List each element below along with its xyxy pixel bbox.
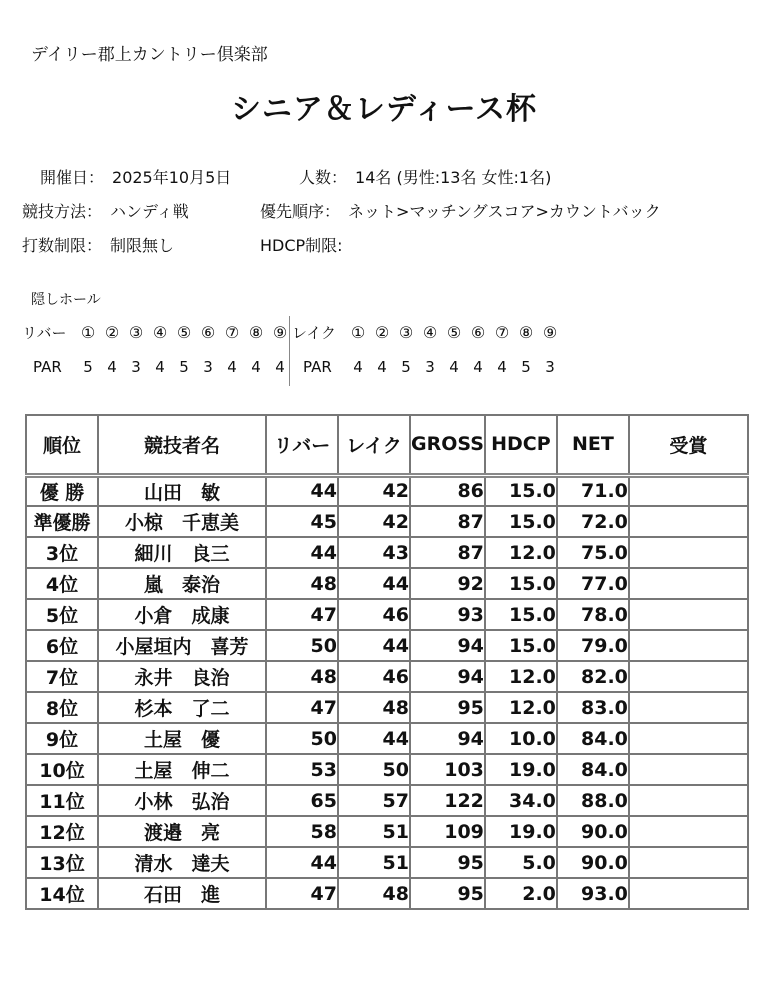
par-value: 4 (473, 358, 483, 376)
hdcp-cell: 19.0 (485, 754, 557, 785)
info-limit (22, 233, 174, 256)
hole-mark: ⑥ (470, 323, 486, 342)
hole-mark: ⑧ (518, 323, 534, 342)
table-row (26, 630, 748, 661)
award-cell (629, 630, 748, 661)
net-cell: 93.0 (557, 878, 629, 909)
lake-score-cell: 51 (338, 816, 410, 847)
award-cell (629, 506, 748, 537)
river-score-cell: 47 (266, 599, 338, 630)
gross-cell: 87 (410, 537, 485, 568)
gross-cell: 109 (410, 816, 485, 847)
river-par-values (76, 358, 292, 376)
hole-mark: ② (104, 323, 120, 342)
hdcp-cell: 15.0 (485, 506, 557, 537)
hole-mark: ① (80, 323, 96, 342)
hdcp-limit-label: HDCP制限: (260, 236, 343, 255)
table-row (26, 506, 748, 537)
hdcp-cell: 19.0 (485, 816, 557, 847)
table-row (26, 785, 748, 816)
par-value: 3 (131, 358, 141, 376)
river-score-cell: 50 (266, 723, 338, 754)
award-cell (629, 568, 748, 599)
par-value: 5 (179, 358, 189, 376)
river-score-cell: 45 (266, 506, 338, 537)
lake-par (292, 358, 562, 376)
lake-score-cell: 51 (338, 847, 410, 878)
par-value: 4 (353, 358, 363, 376)
hole-mark: ⑥ (200, 323, 216, 342)
lake-score-cell: 48 (338, 692, 410, 723)
net-cell: 79.0 (557, 630, 629, 661)
par-value: 3 (545, 358, 555, 376)
lake-par-values (346, 358, 562, 376)
gross-cell: 103 (410, 754, 485, 785)
hdcp-cell: 15.0 (485, 568, 557, 599)
par-value: 4 (497, 358, 507, 376)
header-river: リバー (266, 415, 338, 475)
lake-score-cell: 46 (338, 599, 410, 630)
hole-mark: ⑤ (446, 323, 462, 342)
hdcp-cell: 5.0 (485, 847, 557, 878)
par-value: 4 (251, 358, 261, 376)
table-row (26, 661, 748, 692)
hole-mark: ⑦ (224, 323, 240, 342)
limit-label: 打数制限： (22, 236, 103, 255)
info-priority (260, 199, 661, 222)
hdcp-cell: 15.0 (485, 630, 557, 661)
award-cell (629, 692, 748, 723)
par-value: 3 (425, 358, 435, 376)
hole-mark: ⑧ (248, 323, 264, 342)
priority-label: 優先順序： (260, 202, 341, 221)
par-value: 5 (401, 358, 411, 376)
player-name-cell: 小林 弘治 (98, 785, 266, 816)
award-cell (629, 599, 748, 630)
hdcp-cell: 12.0 (485, 692, 557, 723)
header-hdcp: HDCP (485, 415, 557, 475)
award-cell (629, 723, 748, 754)
par-value: 3 (203, 358, 213, 376)
hdcp-cell: 12.0 (485, 661, 557, 692)
player-name-cell: 石田 進 (98, 878, 266, 909)
par-row (22, 358, 562, 376)
header-award: 受賞 (629, 415, 748, 475)
header-net: NET (557, 415, 629, 475)
river-score-cell: 50 (266, 630, 338, 661)
par-value: 4 (377, 358, 387, 376)
header-rank: 順位 (26, 415, 98, 475)
date-label: 開催日： (40, 168, 105, 187)
player-name-cell: 永井 良治 (98, 661, 266, 692)
gross-cell: 94 (410, 723, 485, 754)
hole-mark: ③ (128, 323, 144, 342)
hole-mark: ④ (152, 323, 168, 342)
rank-cell: 6位 (26, 630, 98, 661)
table-row (26, 568, 748, 599)
par-value: 4 (155, 358, 165, 376)
table-row (26, 878, 748, 909)
lake-score-cell: 48 (338, 878, 410, 909)
player-name-cell: 清水 達夫 (98, 847, 266, 878)
award-cell (629, 785, 748, 816)
river-score-cell: 65 (266, 785, 338, 816)
count-label: 人数： (299, 168, 348, 187)
par-value: 5 (521, 358, 531, 376)
rank-cell: 10位 (26, 754, 98, 785)
rank-cell: 14位 (26, 878, 98, 909)
hdcp-cell: 2.0 (485, 878, 557, 909)
net-cell: 88.0 (557, 785, 629, 816)
lake-score-cell: 42 (338, 506, 410, 537)
hdcp-cell: 15.0 (485, 599, 557, 630)
hole-mark: ① (350, 323, 366, 342)
club-name: デイリー郡上カントリー倶楽部 (31, 45, 268, 65)
award-cell (629, 878, 748, 909)
hole-mark: ② (374, 323, 390, 342)
hidden-hole-marks (22, 322, 562, 343)
net-cell: 71.0 (557, 475, 629, 506)
player-name-cell: 細川 良三 (98, 537, 266, 568)
par-value: 5 (83, 358, 93, 376)
net-cell: 72.0 (557, 506, 629, 537)
info-count (299, 165, 551, 188)
net-cell: 84.0 (557, 754, 629, 785)
par-value: 4 (107, 358, 117, 376)
river-score-cell: 44 (266, 537, 338, 568)
info-hdcp (260, 233, 351, 256)
count-value: 14名 (男性:13名 女性:1名) (355, 168, 552, 187)
date-value: 2025年10月5日 (112, 168, 232, 187)
net-cell: 78.0 (557, 599, 629, 630)
rank-cell: 12位 (26, 816, 98, 847)
net-cell: 84.0 (557, 723, 629, 754)
net-cell: 90.0 (557, 847, 629, 878)
river-par-prefix: PAR (33, 358, 62, 376)
hdcp-cell: 12.0 (485, 537, 557, 568)
player-name-cell: 渡邉 亮 (98, 816, 266, 847)
river-score-cell: 47 (266, 878, 338, 909)
river-score-cell: 58 (266, 816, 338, 847)
rank-cell: 13位 (26, 847, 98, 878)
net-cell: 77.0 (557, 568, 629, 599)
method-value: ハンディ戦 (110, 202, 189, 221)
gross-cell: 93 (410, 599, 485, 630)
gross-cell: 94 (410, 630, 485, 661)
lake-holes (292, 322, 562, 343)
rank-cell: 5位 (26, 599, 98, 630)
gross-cell: 86 (410, 475, 485, 506)
rank-cell: 11位 (26, 785, 98, 816)
player-name-cell: 土屋 伸二 (98, 754, 266, 785)
award-cell (629, 816, 748, 847)
header-name: 競技者名 (98, 415, 266, 475)
info-method (22, 199, 189, 222)
river-hole-marks (76, 323, 292, 342)
gross-cell: 122 (410, 785, 485, 816)
rank-cell: 準優勝 (26, 506, 98, 537)
lake-score-cell: 57 (338, 785, 410, 816)
gross-cell: 95 (410, 847, 485, 878)
lake-par-prefix: PAR (303, 358, 332, 376)
river-holes (22, 322, 292, 343)
table-row (26, 816, 748, 847)
hole-mark: ④ (422, 323, 438, 342)
rank-cell: 優 勝 (26, 475, 98, 506)
hole-mark: ⑦ (494, 323, 510, 342)
results-body (26, 475, 748, 909)
gross-cell: 94 (410, 661, 485, 692)
par-value: 4 (227, 358, 237, 376)
river-score-cell: 44 (266, 847, 338, 878)
lake-score-cell: 44 (338, 630, 410, 661)
table-header-row (26, 415, 748, 475)
hdcp-cell: 15.0 (485, 475, 557, 506)
river-score-cell: 44 (266, 475, 338, 506)
net-cell: 83.0 (557, 692, 629, 723)
player-name-cell: 杉本 了二 (98, 692, 266, 723)
net-cell: 90.0 (557, 816, 629, 847)
method-label: 競技方法： (22, 202, 103, 221)
award-cell (629, 754, 748, 785)
page-title: シニア＆レディース杯 (230, 92, 538, 127)
player-name-cell: 山田 敏 (98, 475, 266, 506)
limit-value: 制限無し (110, 236, 175, 255)
lake-score-cell: 42 (338, 475, 410, 506)
river-par (22, 358, 292, 376)
player-name-cell: 嵐 泰治 (98, 568, 266, 599)
gross-cell: 95 (410, 878, 485, 909)
hole-mark: ⑨ (272, 323, 288, 342)
table-row (26, 537, 748, 568)
table-row (26, 599, 748, 630)
lake-score-cell: 43 (338, 537, 410, 568)
hole-mark: ⑤ (176, 323, 192, 342)
award-cell (629, 661, 748, 692)
lake-hole-marks (346, 323, 562, 342)
lake-score-cell: 46 (338, 661, 410, 692)
hole-mark: ③ (398, 323, 414, 342)
award-cell (629, 537, 748, 568)
rank-cell: 8位 (26, 692, 98, 723)
results-table (25, 414, 749, 910)
gross-cell: 92 (410, 568, 485, 599)
hole-mark: ⑨ (542, 323, 558, 342)
rank-cell: 3位 (26, 537, 98, 568)
award-cell (629, 475, 748, 506)
player-name-cell: 小倉 成康 (98, 599, 266, 630)
priority-value: ネット>マッチングスコア>カウントバック (348, 202, 661, 221)
header-gross: GROSS (410, 415, 485, 475)
award-cell (629, 847, 748, 878)
lake-score-cell: 50 (338, 754, 410, 785)
river-prefix: リバー (22, 324, 67, 342)
lake-prefix: レイク (292, 324, 336, 342)
par-value: 4 (275, 358, 285, 376)
net-cell: 82.0 (557, 661, 629, 692)
gross-cell: 95 (410, 692, 485, 723)
player-name-cell: 小屋垣内 喜芳 (98, 630, 266, 661)
lake-score-cell: 44 (338, 723, 410, 754)
lake-score-cell: 44 (338, 568, 410, 599)
table-row (26, 475, 748, 506)
player-name-cell: 土屋 優 (98, 723, 266, 754)
gross-cell: 87 (410, 506, 485, 537)
header-lake: レイク (338, 415, 410, 475)
river-score-cell: 48 (266, 661, 338, 692)
river-score-cell: 47 (266, 692, 338, 723)
hdcp-cell: 10.0 (485, 723, 557, 754)
table-row (26, 847, 748, 878)
table-row (26, 723, 748, 754)
net-cell: 75.0 (557, 537, 629, 568)
river-score-cell: 53 (266, 754, 338, 785)
river-score-cell: 48 (266, 568, 338, 599)
hdcp-cell: 34.0 (485, 785, 557, 816)
rank-cell: 9位 (26, 723, 98, 754)
table-row (26, 754, 748, 785)
player-name-cell: 小椋 千恵美 (98, 506, 266, 537)
table-row (26, 692, 748, 723)
rank-cell: 7位 (26, 661, 98, 692)
par-value: 4 (449, 358, 459, 376)
info-date (40, 165, 231, 188)
hidden-holes-label: 隠しホール (31, 292, 101, 308)
rank-cell: 4位 (26, 568, 98, 599)
